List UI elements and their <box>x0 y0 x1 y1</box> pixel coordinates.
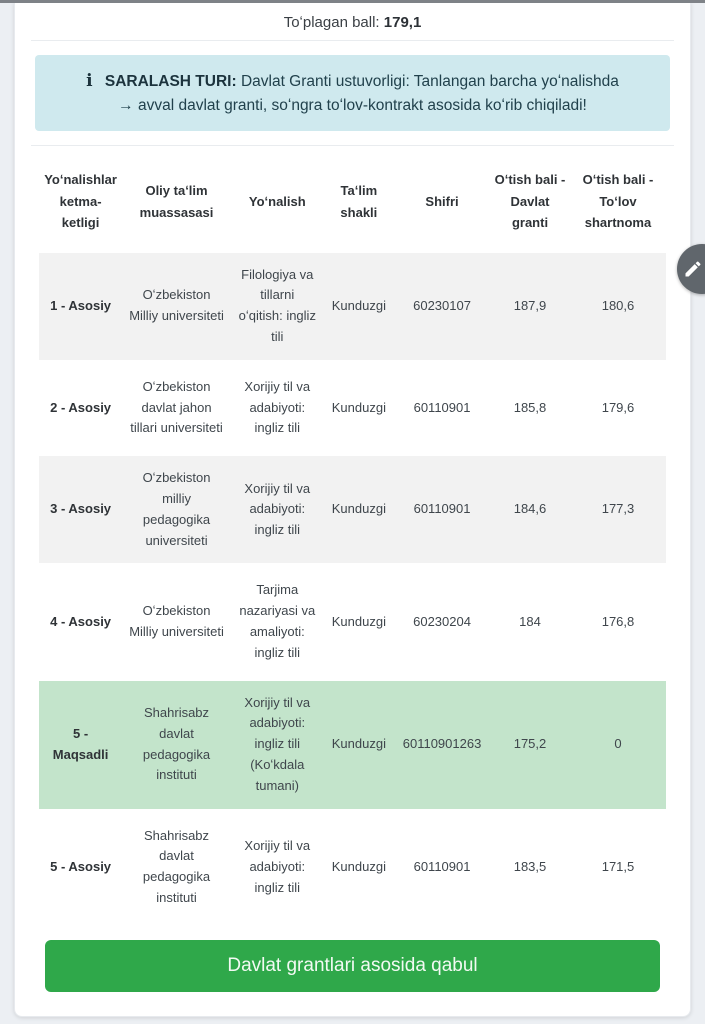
cell-sequence: 1 - Asosiy <box>39 253 122 360</box>
cell-sequence: 5 - Asosiy <box>39 814 122 921</box>
cell-form: Kunduzgi <box>324 253 394 360</box>
table-row <box>39 365 666 451</box>
col-header-university: Oliy taʻlim muassasasi <box>139 183 214 220</box>
cell-contract-score: 0 <box>570 681 666 809</box>
cell-code: 60110901263 <box>394 681 490 809</box>
cell-program: Filologiya va tillarni oʻqitish: ingliz tili <box>231 253 324 360</box>
cell-code: 60110901 <box>394 814 490 921</box>
table-row-selected <box>39 681 666 809</box>
col-header-contract-score: Oʻtish bali - Toʻlov shartnoma <box>582 172 654 231</box>
cell-contract-score: 177,3 <box>570 456 666 563</box>
cell-sequence: 5 - Maqsadli <box>39 681 122 809</box>
table-row <box>39 253 666 360</box>
cell-form: Kunduzgi <box>324 365 394 451</box>
col-header-code: Shifri <box>425 193 459 209</box>
cell-grant-score: 183,5 <box>490 814 570 921</box>
cell-form: Kunduzgi <box>324 814 394 921</box>
choices-table <box>39 148 666 925</box>
col-header-grant-score: Oʻtish bali - Davlat granti <box>494 172 566 231</box>
cell-university: Oʻzbekiston Milliy universiteti <box>122 568 231 675</box>
cell-grant-score: 175,2 <box>490 681 570 809</box>
cell-code: 60230204 <box>394 568 490 675</box>
col-header-program: Yoʻnalish <box>248 193 306 209</box>
cell-contract-score: 180,6 <box>570 253 666 360</box>
banner-line-1 <box>63 68 642 94</box>
cell-program: Tarjima nazariyasi va amaliyoti: ingliz tili <box>231 568 324 675</box>
state-grant-submit-button[interactable]: Davlat grantlari asosida qabul <box>45 940 660 992</box>
cell-program: Xorijiy til va adabiyoti: ingliz tili (Koʻkdala tumani) <box>231 681 324 809</box>
divider-banner-bottom <box>31 145 674 146</box>
cell-university: Oʻzbekiston milliy pedagogika universiteti <box>122 456 231 563</box>
cell-university: Shahrisabz davlat pedagogika instituti <box>122 681 231 809</box>
banner-title: SARALASH TURI: <box>104 73 237 90</box>
banner-text-1: Davlat Granti ustuvorligi: Tanlangan barcha yoʻnalishda <box>240 73 619 90</box>
cell-sequence: 3 - Asosiy <box>39 456 122 563</box>
choices-table-wrap <box>15 148 690 925</box>
cell-contract-score: 171,5 <box>570 814 666 921</box>
divider-top <box>31 40 674 41</box>
cell-grant-score: 187,9 <box>490 253 570 360</box>
cell-program: Xorijiy til va adabiyoti: ingliz tili <box>231 365 324 451</box>
total-score-label: Toʻplagan ball: <box>283 14 380 31</box>
cell-form: Kunduzgi <box>324 456 394 563</box>
cell-sequence: 2 - Asosiy <box>39 365 122 451</box>
top-edge-strip <box>0 0 705 3</box>
total-score <box>15 3 690 40</box>
banner-line-2: → avval davlat granti, soʻngra toʻlov-kontrakt asosida koʻrib chiqiladi! <box>118 97 587 115</box>
cell-grant-score: 184 <box>490 568 570 675</box>
col-header-sequence: Yoʻnalishlar ketma-ketligi <box>44 172 117 231</box>
table-row <box>39 814 666 921</box>
cell-sequence: 4 - Asosiy <box>39 568 122 675</box>
table-row <box>39 456 666 563</box>
cell-code: 60110901 <box>394 365 490 451</box>
cell-grant-score: 184,6 <box>490 456 570 563</box>
cell-code: 60110901 <box>394 456 490 563</box>
cell-university: Oʻzbekiston Milliy universiteti <box>122 253 231 360</box>
total-score-value: 179,1 <box>383 14 422 31</box>
cell-contract-score: 179,6 <box>570 365 666 451</box>
info-icon: i <box>86 71 93 91</box>
cell-program: Xorijiy til va adabiyoti: ingliz tili <box>231 456 324 563</box>
cell-university: Oʻzbekiston davlat jahon tillari universiteti <box>122 365 231 451</box>
cell-form: Kunduzgi <box>324 681 394 809</box>
col-header-form: Taʻlim shakli <box>340 183 378 220</box>
cell-program: Xorijiy til va adabiyoti: ingliz tili <box>231 814 324 921</box>
results-card <box>14 2 691 1017</box>
sorting-type-banner <box>35 55 670 131</box>
submit-button-row <box>15 926 690 998</box>
table-row <box>39 568 666 675</box>
cell-university: Shahrisabz davlat pedagogika instituti <box>122 814 231 921</box>
table-header-row <box>39 153 666 247</box>
cell-code: 60230107 <box>394 253 490 360</box>
cell-form: Kunduzgi <box>324 568 394 675</box>
cell-grant-score: 185,8 <box>490 365 570 451</box>
pencil-icon <box>683 259 705 279</box>
cell-contract-score: 176,8 <box>570 568 666 675</box>
